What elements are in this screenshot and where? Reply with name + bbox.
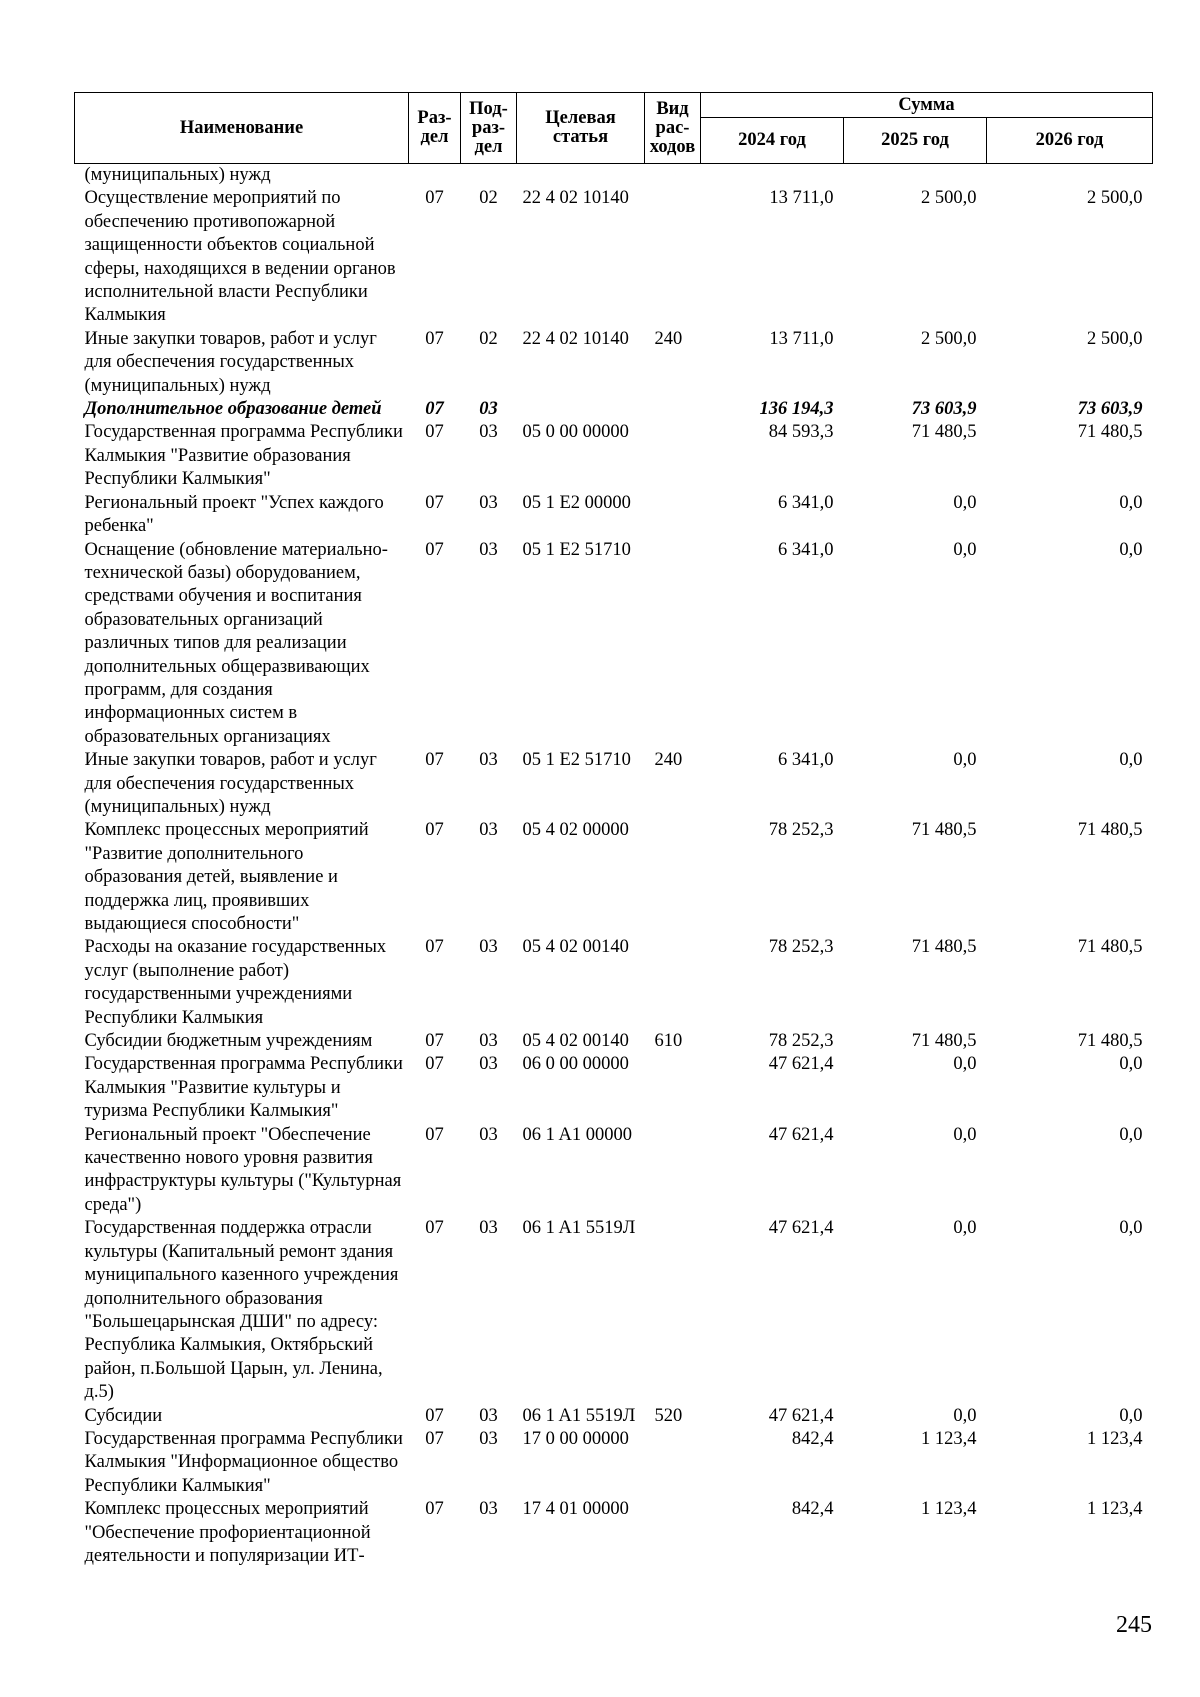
row-sum-2024: 6 341,0 bbox=[778, 750, 834, 771]
row-sum-2026: 1 123,4 bbox=[1087, 1499, 1143, 1520]
row-name: Региональный проект "Успех каждого ребенка" bbox=[84, 492, 384, 537]
row-razdel: 07 bbox=[425, 1054, 444, 1075]
table-row bbox=[75, 1217, 1153, 1404]
row-sum-2025: 0,0 bbox=[953, 750, 977, 771]
row-sum-2025: 2 500,0 bbox=[921, 328, 977, 349]
row-name: Государственная программа Республики Калмыкия "Развитие образования Республики Калмыкия" bbox=[84, 422, 403, 490]
row-sum-2024: 842,4 bbox=[791, 1499, 834, 1520]
table-row bbox=[75, 328, 1153, 398]
row-celevaya-statya: 05 1 E2 00000 bbox=[522, 492, 631, 513]
row-razdel: 07 bbox=[425, 539, 444, 560]
table-row bbox=[75, 1030, 1153, 1053]
row-vid-raskhodov: 240 bbox=[654, 750, 683, 771]
row-razdel: 07 bbox=[425, 492, 444, 513]
row-sum-2025 bbox=[844, 164, 987, 188]
row-sum-2025: 73 603,9 bbox=[911, 399, 977, 420]
row-celevaya-statya: 05 1 E2 51710 bbox=[522, 750, 631, 771]
row-podrazdel: 02 bbox=[479, 188, 498, 209]
row-vid-raskhodov bbox=[645, 819, 701, 936]
row-vid-raskhodov bbox=[645, 421, 701, 491]
table-row bbox=[75, 398, 1153, 421]
row-name: Оснащение (обновление материально-технической базы) оборудованием, средствами обучения и воспитания образовательных организаций различных типов для реализации дополнительных общеразвивающих программ, для создания информационных систем в образовательных организациях bbox=[84, 539, 388, 747]
row-sum-2024: 47 621,4 bbox=[768, 1405, 834, 1426]
row-name: Государственная поддержка отрасли культуры (Капитальный ремонт здания муниципального казенного учреждения дополнительного образования "Большецарынская ДШИ" по адресу: Республика Калмыкия, Октябрьский район, п.Большой Царын, ул. Ленина, д.5) bbox=[84, 1218, 399, 1403]
row-podrazdel: 03 bbox=[479, 750, 498, 771]
row-celevaya-statya: 06 0 00 00000 bbox=[522, 1054, 629, 1075]
header-podrazdel: Под- раз- дел bbox=[461, 93, 517, 164]
row-razdel bbox=[409, 164, 461, 188]
row-name: Иные закупки товаров, работ и услуг для обеспечения государственных (муниципальных) нужд bbox=[84, 328, 377, 396]
row-celevaya-statya: 06 1 A1 5519Л bbox=[522, 1218, 636, 1239]
row-celevaya-statya: 06 1 A1 5519Л bbox=[522, 1405, 636, 1426]
row-podrazdel: 02 bbox=[479, 328, 498, 349]
row-razdel: 07 bbox=[425, 1031, 444, 1052]
row-celevaya-statya: 05 1 E2 51710 bbox=[522, 539, 631, 560]
row-celevaya-statya: 17 0 00 00000 bbox=[522, 1428, 629, 1449]
row-razdel: 07 bbox=[425, 1405, 444, 1426]
row-celevaya-statya: 05 4 02 00140 bbox=[522, 1031, 629, 1052]
row-podrazdel: 03 bbox=[479, 399, 498, 420]
row-podrazdel: 03 bbox=[479, 1124, 498, 1145]
row-name: Государственная программа Республики Калмыкия "Развитие культуры и туризма Республики Калмыкия" bbox=[84, 1054, 403, 1122]
row-sum-2025: 0,0 bbox=[953, 539, 977, 560]
row-podrazdel: 03 bbox=[479, 1499, 498, 1520]
row-podrazdel: 03 bbox=[479, 539, 498, 560]
table-row bbox=[75, 936, 1153, 1030]
row-vid-raskhodov bbox=[645, 936, 701, 1030]
row-sum-2025: 71 480,5 bbox=[911, 820, 977, 841]
table-row bbox=[75, 1053, 1153, 1123]
row-sum-2026: 71 480,5 bbox=[1077, 820, 1143, 841]
row-sum-2025: 0,0 bbox=[953, 1218, 977, 1239]
row-sum-2026: 73 603,9 bbox=[1077, 399, 1143, 420]
row-podrazdel bbox=[461, 164, 517, 188]
row-sum-2026: 0,0 bbox=[1119, 1054, 1143, 1075]
row-vid-raskhodov bbox=[645, 164, 701, 188]
header-vid-raskhodov: Вид рас- ходов bbox=[645, 93, 701, 164]
row-sum-2025: 71 480,5 bbox=[911, 1031, 977, 1052]
row-name: Расходы на оказание государственных услуг (выполнение работ) государственными учреждениями Республики Калмыкия bbox=[84, 937, 387, 1028]
row-vid-raskhodov bbox=[645, 1498, 701, 1568]
row-vid-raskhodov: 240 bbox=[654, 328, 683, 349]
row-sum-2024: 6 341,0 bbox=[778, 492, 834, 513]
row-razdel: 07 bbox=[425, 750, 444, 771]
row-celevaya-statya bbox=[517, 398, 645, 421]
table-row bbox=[75, 749, 1153, 819]
row-sum-2025: 1 123,4 bbox=[921, 1499, 977, 1520]
row-razdel: 07 bbox=[425, 328, 444, 349]
row-sum-2024: 78 252,3 bbox=[768, 820, 834, 841]
table-row bbox=[75, 1405, 1153, 1428]
row-podrazdel: 03 bbox=[479, 1031, 498, 1052]
table-row bbox=[75, 492, 1153, 539]
row-sum-2026: 2 500,0 bbox=[1087, 188, 1143, 209]
row-razdel: 07 bbox=[425, 937, 444, 958]
row-razdel: 07 bbox=[425, 1499, 444, 1520]
row-celevaya-statya: 22 4 02 10140 bbox=[522, 328, 629, 349]
row-sum-2024: 47 621,4 bbox=[768, 1054, 834, 1075]
row-sum-2026: 0,0 bbox=[1119, 1124, 1143, 1145]
row-name: Комплекс процессных мероприятий "Развитие дополнительного образования детей, выявление и поддержка лиц, проявивших выдающиеся способности" bbox=[84, 820, 369, 934]
table-row bbox=[75, 421, 1153, 491]
row-vid-raskhodov bbox=[645, 1053, 701, 1123]
row-razdel: 07 bbox=[425, 422, 444, 443]
row-sum-2024: 84 593,3 bbox=[768, 422, 834, 443]
row-podrazdel: 03 bbox=[479, 820, 498, 841]
row-sum-2024: 78 252,3 bbox=[768, 1031, 834, 1052]
row-name: Государственная программа Республики Калмыкия "Информационное общество Республики Калмыкия" bbox=[84, 1428, 403, 1496]
header-2025: 2025 год bbox=[844, 118, 987, 164]
header-razdel: Раз- дел bbox=[409, 93, 461, 164]
row-name: (муниципальных) нужд bbox=[84, 165, 271, 185]
row-sum-2026: 71 480,5 bbox=[1077, 1031, 1143, 1052]
budget-table bbox=[74, 92, 1153, 1568]
row-vid-raskhodov: 610 bbox=[654, 1031, 683, 1052]
row-sum-2025: 0,0 bbox=[953, 1124, 977, 1145]
row-sum-2026: 1 123,4 bbox=[1087, 1428, 1143, 1449]
row-celevaya-statya: 17 4 01 00000 bbox=[522, 1499, 629, 1520]
row-sum-2024: 47 621,4 bbox=[768, 1124, 834, 1145]
table-row bbox=[75, 819, 1153, 936]
row-podrazdel: 03 bbox=[479, 1405, 498, 1426]
row-vid-raskhodov bbox=[645, 539, 701, 750]
row-razdel: 07 bbox=[425, 1428, 444, 1449]
row-sum-2025: 71 480,5 bbox=[911, 422, 977, 443]
row-name: Иные закупки товаров, работ и услуг для обеспечения государственных (муниципальных) нужд bbox=[84, 750, 377, 817]
table-row bbox=[75, 187, 1153, 327]
row-sum-2024: 78 252,3 bbox=[768, 937, 834, 958]
row-vid-raskhodov bbox=[645, 1124, 701, 1218]
row-celevaya-statya: 05 4 02 00140 bbox=[522, 937, 629, 958]
row-sum-2026: 71 480,5 bbox=[1077, 422, 1143, 443]
header-summa: Сумма bbox=[701, 93, 1153, 118]
row-sum-2024 bbox=[701, 164, 844, 188]
row-celevaya-statya: 05 4 02 00000 bbox=[522, 820, 629, 841]
table-row bbox=[75, 1124, 1153, 1218]
row-sum-2024: 6 341,0 bbox=[778, 539, 834, 560]
table-row bbox=[75, 1428, 1153, 1498]
row-sum-2026: 0,0 bbox=[1119, 492, 1143, 513]
row-vid-raskhodov bbox=[645, 1428, 701, 1498]
row-razdel: 07 bbox=[425, 1218, 444, 1239]
row-sum-2025: 71 480,5 bbox=[911, 937, 977, 958]
row-celevaya-statya: 06 1 A1 00000 bbox=[522, 1124, 632, 1145]
table-row bbox=[75, 1498, 1153, 1568]
row-vid-raskhodov: 520 bbox=[654, 1405, 683, 1426]
row-name: Субсидии бюджетным учреждениям bbox=[84, 1031, 373, 1052]
row-sum-2024: 47 621,4 bbox=[768, 1218, 834, 1239]
row-sum-2025: 1 123,4 bbox=[921, 1428, 977, 1449]
row-name: Региональный проект "Обеспечение качественно нового уровня развития инфраструктуры культуры ("Культурная среда") bbox=[84, 1124, 402, 1215]
row-sum-2024: 13 711,0 bbox=[769, 328, 834, 349]
row-name: Дополнительное образование детей bbox=[84, 399, 382, 420]
row-sum-2025: 2 500,0 bbox=[921, 188, 977, 209]
row-podrazdel: 03 bbox=[479, 1054, 498, 1075]
header-celevaya-statya: Целевая статья bbox=[517, 93, 645, 164]
row-sum-2026: 0,0 bbox=[1119, 1218, 1143, 1239]
row-vid-raskhodov bbox=[645, 1217, 701, 1404]
table-row bbox=[75, 539, 1153, 750]
row-sum-2024: 842,4 bbox=[791, 1428, 834, 1449]
row-sum-2026: 0,0 bbox=[1119, 539, 1143, 560]
row-vid-raskhodov bbox=[645, 398, 701, 421]
row-celevaya-statya: 22 4 02 10140 bbox=[522, 188, 629, 209]
row-vid-raskhodov bbox=[645, 492, 701, 539]
row-vid-raskhodov bbox=[645, 187, 701, 327]
row-celevaya-statya bbox=[517, 164, 645, 188]
row-podrazdel: 03 bbox=[479, 1428, 498, 1449]
row-sum-2024: 13 711,0 bbox=[769, 188, 834, 209]
row-sum-2026 bbox=[987, 164, 1153, 188]
row-name: Субсидии bbox=[84, 1405, 163, 1426]
row-razdel: 07 bbox=[425, 188, 444, 209]
row-podrazdel: 03 bbox=[479, 492, 498, 513]
row-name: Комплекс процессных мероприятий "Обеспечение профориентационной деятельности и популяризации ИТ- bbox=[84, 1499, 371, 1566]
table-body bbox=[75, 164, 1153, 1569]
row-podrazdel: 03 bbox=[479, 937, 498, 958]
row-celevaya-statya: 05 0 00 00000 bbox=[522, 422, 629, 443]
row-sum-2026: 0,0 bbox=[1119, 1405, 1143, 1426]
header-2026: 2026 год bbox=[987, 118, 1153, 164]
row-podrazdel: 03 bbox=[479, 422, 498, 443]
row-sum-2026: 71 480,5 bbox=[1077, 937, 1143, 958]
row-sum-2025: 0,0 bbox=[953, 1405, 977, 1426]
table-header bbox=[75, 93, 1153, 164]
header-2024: 2024 год bbox=[701, 118, 844, 164]
row-name: Осуществление мероприятий по обеспечению противопожарной защищенности объектов социальной сферы, находящихся в ведении органов исполнительной власти Республики Калмыкия bbox=[84, 188, 396, 326]
row-sum-2026: 2 500,0 bbox=[1087, 328, 1143, 349]
row-razdel: 07 bbox=[425, 820, 444, 841]
row-sum-2025: 0,0 bbox=[953, 1054, 977, 1075]
header-name: Наименование bbox=[75, 93, 409, 164]
row-sum-2024: 136 194,3 bbox=[759, 399, 834, 420]
row-razdel: 07 bbox=[425, 399, 444, 420]
table-row bbox=[75, 164, 1153, 188]
row-sum-2025: 0,0 bbox=[953, 492, 977, 513]
row-sum-2026: 0,0 bbox=[1119, 750, 1143, 771]
page-number: 245 bbox=[1116, 1612, 1152, 1638]
row-podrazdel: 03 bbox=[479, 1218, 498, 1239]
row-razdel: 07 bbox=[425, 1124, 444, 1145]
